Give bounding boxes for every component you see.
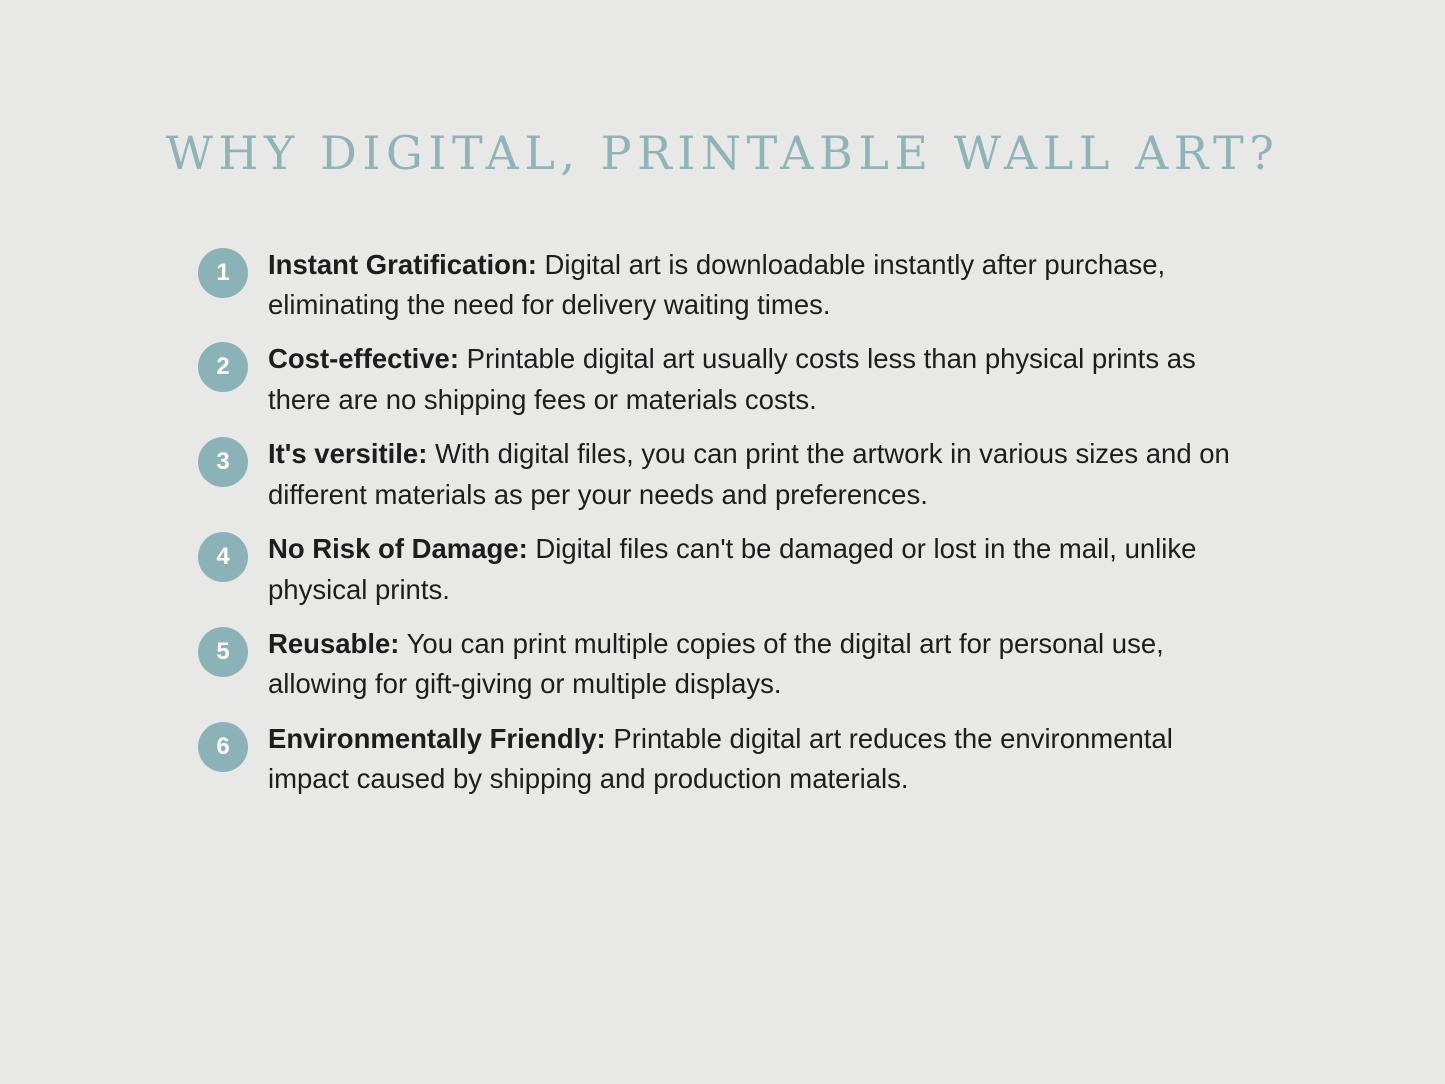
list-item: [198, 529, 1258, 610]
item-lead: Instant Gratification:: [268, 248, 537, 280]
item-body: With digital files, you can print the artwork in various sizes and on different materials as per your needs and preferences.: [268, 438, 1230, 510]
item-lead: No Risk of Damage:: [268, 533, 528, 565]
list-item: [198, 339, 1258, 420]
list-item: [198, 624, 1258, 705]
item-body: Printable digital art reduces the environmental impact caused by shipping and production materials.: [268, 722, 1173, 795]
item-body: You can print multiple copies of the digital art for personal use, allowing for gift-giving or multiple displays.: [268, 627, 1164, 700]
item-lead: Reusable:: [268, 627, 400, 659]
item-number-badge: 3: [198, 437, 248, 487]
item-number-badge: 1: [198, 248, 248, 298]
item-lead: It's versitile:: [268, 438, 428, 470]
item-text: [268, 245, 1253, 326]
item-body: Digital art is downloadable instantly after purchase, eliminating the need for delivery waiting times.: [268, 248, 1166, 321]
item-number-badge: 2: [198, 342, 248, 392]
item-lead: Environmentally Friendly:: [268, 722, 606, 754]
item-text: [268, 339, 1253, 420]
page-title: WHY DIGITAL, PRINTABLE WALL ART?: [165, 126, 1280, 180]
item-text: [268, 624, 1253, 705]
item-body: Digital files can't be damaged or lost in the mail, unlike physical prints.: [268, 533, 1197, 605]
item-number-badge: 5: [198, 627, 248, 677]
list-item: [198, 245, 1258, 326]
item-text: [268, 719, 1253, 800]
item-lead: Cost-effective:: [268, 343, 460, 375]
benefits-list: [198, 245, 1258, 800]
list-item: [198, 719, 1258, 800]
item-number-badge: 6: [198, 722, 248, 772]
item-text: [268, 529, 1253, 610]
list-item: [198, 434, 1258, 515]
item-text: [268, 434, 1253, 515]
item-body: Printable digital art usually costs less than physical prints as there are no shipping fees or materials costs.: [268, 343, 1196, 415]
item-number-badge: 4: [198, 532, 248, 582]
